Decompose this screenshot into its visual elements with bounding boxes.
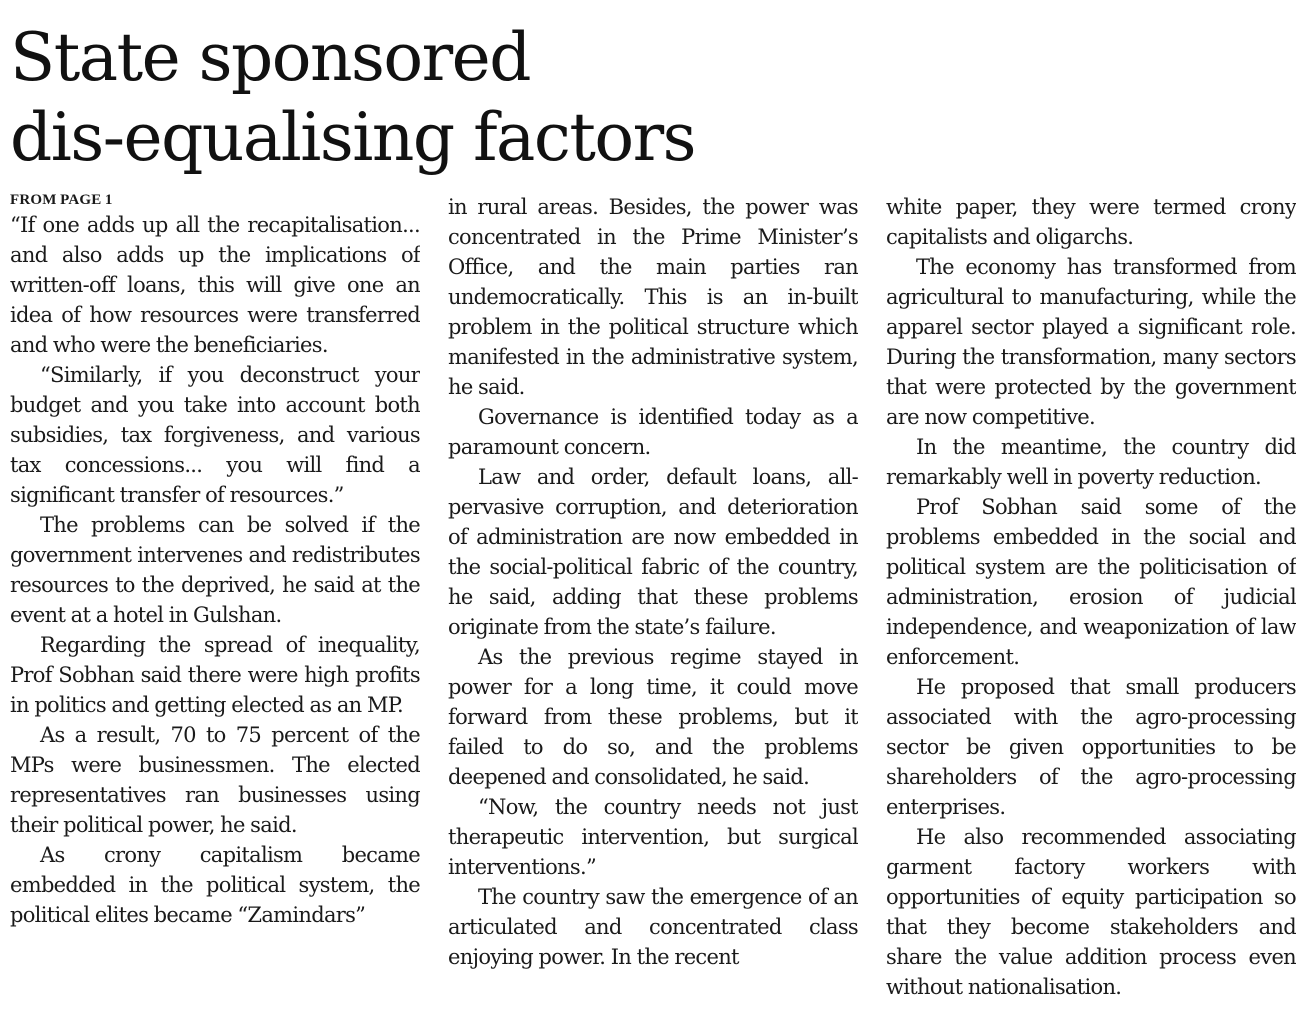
paragraph: As the previous regime stayed in power for a long time, it could move forward from these problems, but it failed to do so, and the problems deepened and consolidated, he said. [448, 645, 858, 789]
paragraph: Law and order, default loans, all-pervasive corruption, and deterioration of administration are now embedded in the social-political fabric of the country, he said, adding that these problems originate from the state’s failure. [448, 465, 858, 639]
dateline: FROM PAGE 1 [10, 192, 113, 208]
paragraph-continued: in rural areas. Besides, the power was concentrated in the Prime Minister’s Office, and the main parties ran undemocratically. This is an in-built problem in the political structure which manifested in the administrative system, he said. [448, 195, 858, 399]
article-column-2 [448, 192, 858, 1002]
paragraph: As crony capitalism became embedded in the political system, the political elites became “Zamindars” [10, 843, 420, 927]
paragraph: Governance is identified today as a paramount concern. [448, 405, 858, 459]
paragraph: As a result, 70 to 75 percent of the MPs were businessmen. The elected representatives ran businesses using their political power, he said. [10, 723, 420, 837]
paragraph: In the meantime, the country did remarkably well in poverty reduction. [886, 435, 1296, 489]
paragraph: Regarding the spread of inequality, Prof Sobhan said there were high profits in politics and getting elected as an MP. [10, 633, 420, 717]
paragraph-continued: white paper, they were termed crony capitalists and oligarchs. [886, 195, 1296, 249]
paragraph: “If one adds up all the recapitalisation... and also adds up the implications of written-off loans, this will give one an idea of how resources were transferred and who were the beneficiaries. [10, 213, 420, 357]
article-headline [10, 18, 1010, 178]
headline-line-1: State sponsored [10, 19, 530, 96]
paragraph: He proposed that small producers associated with the agro-processing sector be given opportunities to be shareholders of the agro-processing enterprises. [886, 675, 1296, 819]
paragraph: The country saw the emergence of an articulated and concentrated class enjoying power. In the recent [448, 885, 858, 969]
paragraph: “Now, the country needs not just therapeutic intervention, but surgical interventions.” [448, 795, 858, 879]
headline-line-2: dis-equalising factors [10, 99, 696, 176]
paragraph: The economy has transformed from agricultural to manufacturing, while the apparel sector played a significant role. During the transformation, many sectors that were protected by the government are now competitive. [886, 255, 1296, 429]
paragraph: Prof Sobhan said some of the problems embedded in the social and political system are the politicisation of administration, erosion of judicial independence, and weaponization of law enforcement. [886, 495, 1296, 669]
article-column-3 [886, 192, 1296, 1002]
paragraph: “Similarly, if you deconstruct your budget and you take into account both subsidies, tax forgiveness, and various tax concessions... you will find a significant transfer of resources.” [10, 363, 420, 507]
paragraph: He also recommended associating garment factory workers with opportunities of equity participation so that they become stakeholders and share the value addition process even without nationalisation. [886, 825, 1296, 999]
paragraph: The problems can be solved if the government intervenes and redistributes resources to the deprived, he said at the event at a hotel in Gulshan. [10, 513, 420, 627]
article-column-1 [10, 192, 420, 1002]
